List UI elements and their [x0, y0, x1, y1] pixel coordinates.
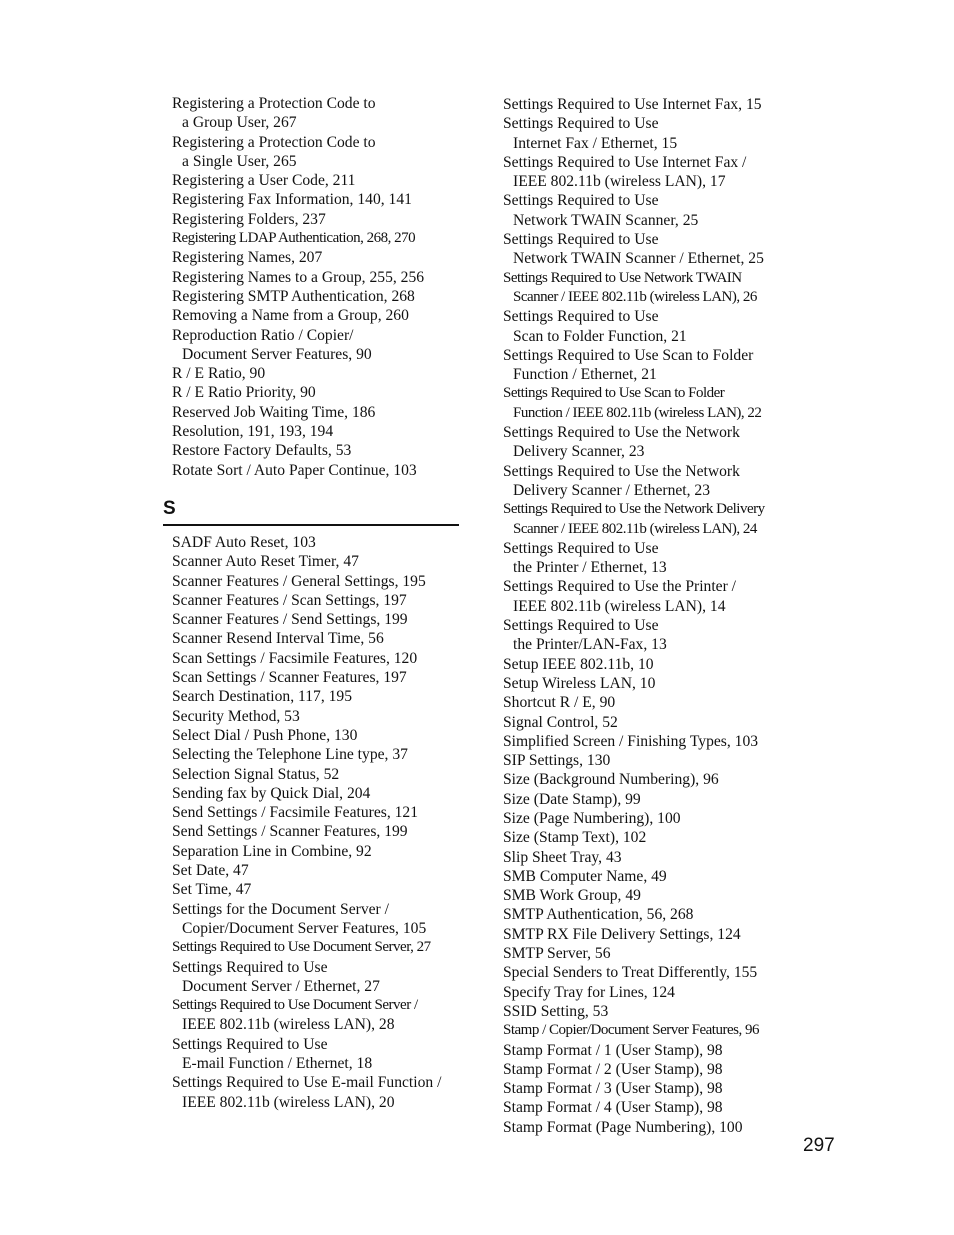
index-entry: Settings Required to Use the Network — [503, 424, 740, 442]
index-entry: Rotate Sort / Auto Paper Continue, 103 — [172, 461, 417, 479]
index-entry-continuation: IEEE 802.11b (wireless LAN), 28 — [182, 1016, 395, 1034]
index-entry: Setup Wireless LAN, 10 — [503, 674, 656, 692]
index-entry: Registering LDAP Authentication, 268, 270 — [172, 230, 416, 247]
index-group-s-entries — [172, 533, 472, 1112]
index-entry-continuation: Copier/Document Server Features, 105 — [182, 919, 427, 937]
index-entry: SMTP RX File Delivery Settings, 124 — [503, 925, 741, 943]
index-entry-continuation: Document Server / Ethernet, 27 — [182, 977, 380, 995]
index-entry: SADF Auto Reset, 103 — [172, 534, 316, 551]
index-entry: Settings Required to Use Document Server, 27 — [172, 939, 431, 956]
index-entry: Size (Background Numbering), 96 — [503, 771, 719, 789]
index-entry: Scanner Features / Scan Settings, 197 — [172, 591, 407, 609]
index-entry: Specify Tray for Lines, 124 — [503, 983, 675, 1001]
index-entry-continuation: a Single User, 265 — [182, 152, 297, 170]
index-entry-continuation: Delivery Scanner, 23 — [513, 443, 645, 461]
index-entry: Scanner Auto Reset Timer, 47 — [172, 553, 359, 571]
section-heading-s: S — [163, 498, 459, 526]
index-entry: Reserved Job Waiting Time, 186 — [172, 403, 376, 421]
index-entry: Settings Required to Use Internet Fax / — [503, 153, 747, 171]
index-entry: Settings Required to Use E-mail Function / — [172, 1074, 442, 1092]
index-entry-continuation: Scan to Folder Function, 21 — [513, 327, 687, 345]
index-entry: Selection Signal Status, 52 — [172, 765, 340, 783]
index-entry: Special Senders to Treat Differently, 155 — [503, 964, 758, 982]
index-entry: SMB Computer Name, 49 — [503, 867, 667, 885]
index-entry: Settings Required to Use the Network Delivery — [503, 501, 765, 518]
index-entry: Stamp Format / 4 (User Stamp), 98 — [503, 1099, 723, 1117]
index-entry: Search Destination, 117, 195 — [172, 688, 353, 706]
index-entry: Sending fax by Quick Dial, 204 — [172, 784, 371, 802]
index-entry: Settings Required to Use — [503, 617, 659, 635]
index-entry: Selecting the Telephone Line type, 37 — [172, 746, 408, 764]
index-entry: Set Date, 47 — [172, 862, 249, 880]
index-entry: Separation Line in Combine, 92 — [172, 842, 372, 860]
index-entry: Size (Date Stamp), 99 — [503, 790, 641, 808]
index-entry: Settings Required to Use — [172, 1035, 328, 1053]
index-entry: Select Dial / Push Phone, 130 — [172, 726, 358, 744]
index-entry: Stamp Format / 1 (User Stamp), 98 — [503, 1041, 723, 1059]
index-entry: Registering Fax Information, 140, 141 — [172, 191, 412, 209]
index-entry-continuation: the Printer/LAN-Fax, 13 — [513, 636, 667, 654]
index-entry: Scan Settings / Scanner Features, 197 — [172, 669, 407, 687]
index-entry: Registering SMTP Authentication, 268 — [172, 287, 415, 305]
index-entry-continuation: Internet Fax / Ethernet, 15 — [513, 134, 678, 152]
index-entry: Scanner Resend Interval Time, 56 — [172, 630, 384, 648]
index-entry: Settings Required to Use — [172, 958, 328, 976]
index-entry: Removing a Name from a Group, 260 — [172, 307, 409, 325]
index-entry-continuation: Document Server Features, 90 — [182, 345, 372, 363]
index-entry: Registering a Protection Code to — [172, 95, 376, 112]
index-entry: SSID Setting, 53 — [503, 1002, 609, 1020]
index-entry: Settings Required to Use Scan to Folder — [503, 385, 725, 402]
index-entry: Scan Settings / Facsimile Features, 120 — [172, 649, 418, 667]
index-entry: Shortcut R / E, 90 — [503, 694, 616, 712]
index-column-right — [503, 95, 803, 1137]
index-entry-continuation: IEEE 802.11b (wireless LAN), 14 — [513, 597, 726, 615]
index-entry: Stamp Format / 2 (User Stamp), 98 — [503, 1060, 723, 1078]
index-entry: Size (Page Numbering), 100 — [503, 809, 681, 827]
index-entry: Send Settings / Facsimile Features, 121 — [172, 804, 419, 822]
index-entry: Stamp Format (Page Numbering), 100 — [503, 1118, 743, 1136]
index-entry: Settings Required to Use the Printer / — [503, 578, 737, 596]
index-entry: R / E Ratio Priority, 90 — [172, 384, 316, 402]
index-entry-continuation: Delivery Scanner / Ethernet, 23 — [513, 481, 711, 499]
index-entry: Settings Required to Use Document Server / — [172, 997, 418, 1014]
index-entry: SIP Settings, 130 — [503, 752, 611, 770]
index-entry: Scanner Features / Send Settings, 199 — [172, 611, 408, 629]
index-entry: Restore Factory Defaults, 53 — [172, 442, 352, 460]
index-entry: R / E Ratio, 90 — [172, 365, 266, 383]
index-entry: Send Settings / Scanner Features, 199 — [172, 823, 408, 841]
index-entry-continuation: Function / IEEE 802.11b (wireless LAN), 22 — [513, 404, 762, 421]
index-entry: SMTP Server, 56 — [503, 945, 611, 963]
index-entry: Settings Required to Use — [503, 115, 659, 133]
index-entry-continuation: Scanner / IEEE 802.11b (wireless LAN), 24 — [513, 520, 757, 537]
index-entry-continuation: Network TWAIN Scanner / Ethernet, 25 — [513, 250, 764, 268]
index-entry-continuation: Function / Ethernet, 21 — [513, 366, 657, 384]
index-entry: Settings Required to Use Scan to Folder — [503, 346, 754, 364]
index-entry: Settings for the Document Server / — [172, 900, 389, 918]
index-entry: Settings Required to Use — [503, 192, 659, 210]
index-entry: Set Time, 47 — [172, 881, 252, 899]
index-entry: Slip Sheet Tray, 43 — [503, 848, 622, 866]
index-entry: Settings Required to Use — [503, 231, 659, 249]
index-entry-continuation: a Group User, 267 — [182, 114, 297, 132]
index-entry: SMTP Authentication, 56, 268 — [503, 906, 694, 924]
index-group-r-entries — [172, 94, 472, 480]
index-entry: Setup IEEE 802.11b, 10 — [503, 655, 654, 673]
index-entry: Stamp / Copier/Document Server Features, 96 — [503, 1022, 759, 1039]
index-entry: Registering Folders, 237 — [172, 210, 326, 228]
index-entry-continuation: E-mail Function / Ethernet, 18 — [182, 1055, 373, 1073]
index-entry: Security Method, 53 — [172, 707, 300, 725]
index-entry: Settings Required to Use the Network — [503, 462, 740, 480]
index-entry: Settings Required to Use Network TWAIN — [503, 269, 742, 286]
index-entry-continuation: Network TWAIN Scanner, 25 — [513, 211, 699, 229]
index-entry: Resolution, 191, 193, 194 — [172, 423, 334, 441]
index-entry: Registering Names, 207 — [172, 249, 323, 267]
index-entry: Settings Required to Use — [503, 539, 659, 557]
index-entry-continuation: IEEE 802.11b (wireless LAN), 20 — [182, 1093, 395, 1111]
index-entry: Scanner Features / General Settings, 195 — [172, 572, 426, 590]
index-entry: Stamp Format / 3 (User Stamp), 98 — [503, 1080, 723, 1098]
index-entry: Registering a Protection Code to — [172, 133, 376, 151]
index-entry-continuation: IEEE 802.11b (wireless LAN), 17 — [513, 173, 726, 191]
index-entry: Registering a User Code, 211 — [172, 172, 356, 190]
page-number: 297 — [803, 1135, 835, 1156]
index-entry: SMB Work Group, 49 — [503, 887, 641, 905]
index-column-left — [172, 94, 472, 480]
index-entry: Signal Control, 52 — [503, 713, 618, 731]
index-entry: Settings Required to Use Internet Fax, 15 — [503, 96, 762, 113]
index-entry-continuation: Scanner / IEEE 802.11b (wireless LAN), 26 — [513, 288, 757, 305]
index-entry-continuation: the Printer / Ethernet, 13 — [513, 559, 667, 577]
index-entry: Registering Names to a Group, 255, 256 — [172, 268, 425, 286]
index-entry: Simplified Screen / Finishing Types, 103 — [503, 732, 759, 750]
index-entry: Settings Required to Use — [503, 308, 659, 326]
index-entry: Reproduction Ratio / Copier/ — [172, 326, 354, 344]
index-entry: Size (Stamp Text), 102 — [503, 829, 647, 847]
